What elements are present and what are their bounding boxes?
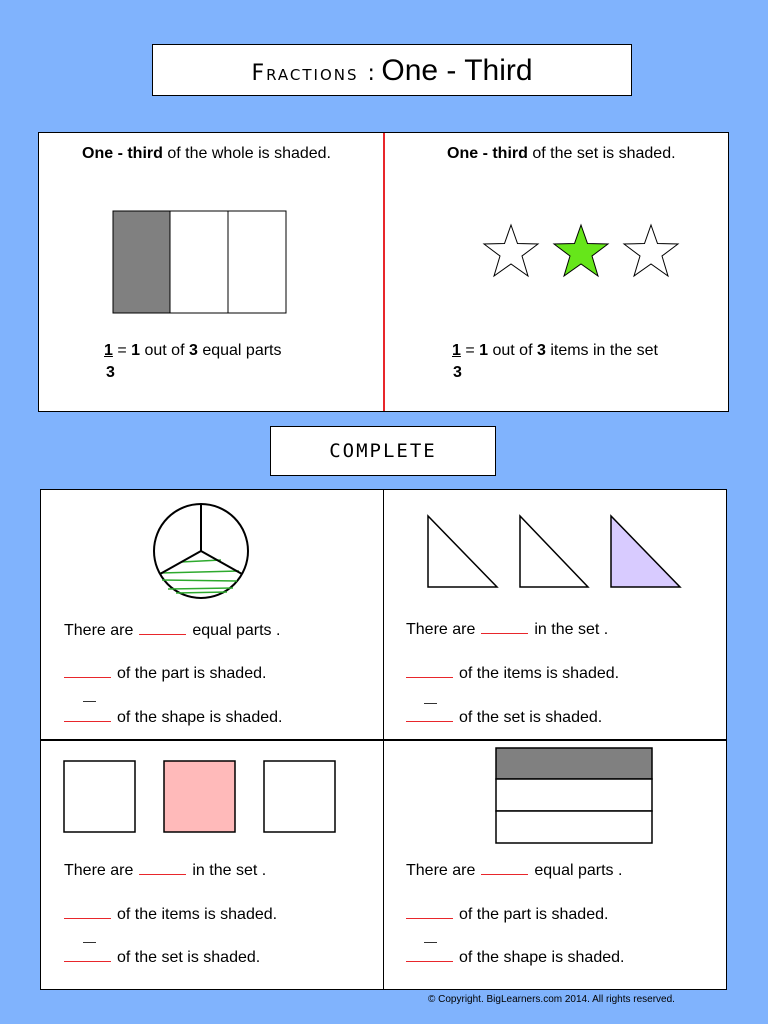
title-part1: Fractions : (251, 61, 377, 86)
intro-panel (38, 132, 729, 412)
unshaded-third (228, 211, 286, 313)
ex3-q2: of the items is shaded. (64, 902, 277, 924)
ex4-q2: of the part is shaded. (406, 902, 608, 924)
answer-blank[interactable] (64, 902, 111, 919)
answer-blank[interactable] (481, 858, 528, 875)
ex1-q1: There are equal parts . (64, 618, 280, 640)
answer-blank[interactable] (406, 945, 453, 962)
ex4-q1: There are equal parts . (406, 858, 622, 880)
square-icon (264, 761, 335, 832)
exercise-grid (40, 489, 727, 990)
circle-thirds (151, 501, 251, 601)
ex4-q3: of the shape is shaded. (406, 945, 624, 967)
red-divider (383, 133, 385, 411)
star-icon-shaded (554, 225, 608, 276)
stars-set (481, 223, 683, 283)
right-fraction-equation: 1 = 1 out of 3 items in the set (452, 342, 658, 359)
triangles-set (421, 512, 701, 590)
shaded-third (113, 211, 170, 313)
left-caption: One - third of the whole is shaded. (82, 145, 331, 162)
grid-divider-horizontal (41, 739, 726, 741)
ex3-q1: There are in the set . (64, 858, 266, 880)
answer-blank[interactable] (481, 617, 528, 634)
answer-blank[interactable] (139, 858, 186, 875)
squares-set (63, 760, 338, 834)
answer-blank[interactable] (406, 705, 453, 722)
left-denominator: 3 (106, 364, 115, 381)
ex2-q1: There are in the set . (406, 617, 608, 639)
ex2-q3: of the set is shaded. (406, 705, 602, 727)
ex1-q2: of the part is shaded. (64, 661, 266, 683)
unshaded-third (496, 779, 652, 811)
unshaded-third (496, 811, 652, 843)
star-icon (624, 225, 678, 276)
triangle-icon (520, 516, 588, 587)
answer-blank[interactable] (64, 705, 111, 722)
answer-blank[interactable] (406, 902, 453, 919)
ex3-q3: of the set is shaded. (64, 945, 260, 967)
horizontal-thirds (495, 747, 655, 845)
answer-blank[interactable] (139, 618, 186, 635)
fraction-bar (424, 942, 437, 943)
complete-label-box (270, 426, 496, 476)
title-box (152, 44, 632, 96)
right-denominator: 3 (453, 364, 462, 381)
answer-blank[interactable] (64, 661, 111, 678)
square-icon (64, 761, 135, 832)
page-title (153, 54, 631, 88)
right-caption: One - third of the set is shaded. (447, 145, 676, 162)
ex1-q3: of the shape is shaded. (64, 705, 282, 727)
ex2-q2: of the items is shaded. (406, 661, 619, 683)
title-part2: One - Third (381, 54, 533, 87)
left-fraction-equation: 1 = 1 out of 3 equal parts (104, 342, 282, 359)
answer-blank[interactable] (406, 661, 453, 678)
fraction-bar (424, 703, 437, 704)
complete-label: COMPLETE (329, 440, 437, 462)
triangle-icon-shaded (611, 516, 680, 587)
thirds-rectangle (112, 210, 288, 314)
fraction-bar (83, 942, 96, 943)
copyright-notice: © Copyright. BigLearners.com 2014. All rights reserved. (428, 994, 675, 1005)
answer-blank[interactable] (64, 945, 111, 962)
triangle-icon (428, 516, 497, 587)
fraction-bar (83, 701, 96, 702)
unshaded-third (170, 211, 228, 313)
shaded-third (496, 748, 652, 779)
star-icon (484, 225, 538, 276)
square-icon-shaded (164, 761, 235, 832)
